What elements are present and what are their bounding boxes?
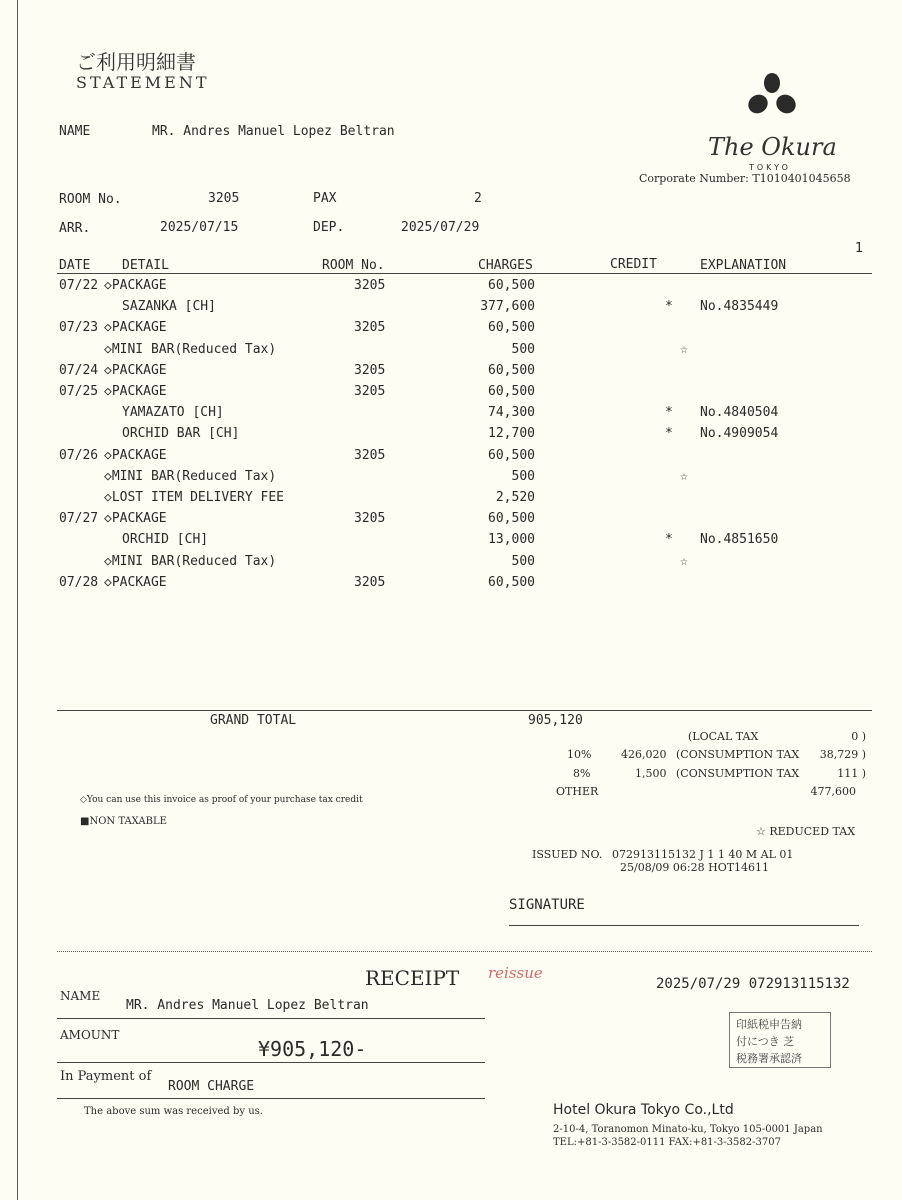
room-label: ROOM No.: [59, 192, 122, 207]
item-credit-mark: *: [665, 299, 673, 315]
item-detail: YAMAZATO [CH]: [122, 405, 224, 421]
col-date: DATE: [59, 258, 91, 273]
issued-line-1: 072913115132 J 1 1 40 M AL 01: [612, 848, 794, 861]
item-detail: ◇PACKAGE: [104, 511, 167, 527]
statement-title-jp: ご利用明細書: [76, 50, 196, 74]
receipt-amount-line: [57, 1062, 485, 1063]
table-row: [0, 575, 902, 596]
arrival-label: ARR.: [59, 221, 91, 236]
table-row: [0, 511, 902, 532]
consumption-tax-10-label: (CONSUMPTION TAX: [676, 748, 800, 761]
item-charge: 60,500: [488, 320, 535, 336]
item-credit-mark: *: [665, 426, 673, 442]
name-label: NAME: [59, 124, 91, 139]
item-date: 07/26: [59, 447, 99, 463]
hotel-logo-sub: TOKYO: [749, 163, 791, 172]
item-charge: 500: [511, 553, 535, 569]
item-date: 07/22: [59, 278, 99, 293]
okura-crest-icon: [746, 72, 798, 122]
statement-title-en: STATEMENT: [76, 73, 210, 92]
item-charge: 12,700: [488, 426, 535, 442]
local-tax-value: 0 ): [851, 730, 866, 743]
item-room: 3205: [354, 362, 386, 378]
payment-label: In Payment of: [60, 1069, 152, 1084]
col-credit: CREDIT: [610, 257, 657, 272]
consumption-tax-10-value: 38,729 ): [819, 748, 866, 761]
col-charges: CHARGES: [478, 258, 533, 273]
item-explanation: No.4840504: [700, 405, 779, 421]
item-charge: 60,500: [488, 278, 535, 293]
item-charge: 74,300: [488, 405, 535, 421]
item-detail: ◇MINI BAR(Reduced Tax): [104, 468, 277, 484]
tax-stamp-box: [729, 1012, 831, 1068]
item-detail: ◇LOST ITEM DELIVERY FEE: [104, 490, 285, 505]
page-left-border: [17, 0, 18, 1200]
item-detail: ◇PACKAGE: [104, 320, 167, 336]
item-credit-mark: ☆: [680, 341, 688, 357]
table-row: [0, 405, 902, 426]
issued-label: ISSUED NO.: [532, 848, 603, 861]
item-date: 07/27: [59, 511, 99, 527]
item-detail: ◇PACKAGE: [104, 362, 167, 378]
item-credit-mark: ☆: [680, 553, 688, 569]
item-detail: ◇PACKAGE: [104, 574, 167, 590]
item-charge: 13,000: [488, 532, 535, 548]
table-row: [0, 363, 902, 384]
reduced-tax-note: ☆ REDUCED TAX: [756, 825, 856, 838]
stamp-line-3: 税務署承認済: [736, 1052, 802, 1065]
payment-value: ROOM CHARGE: [168, 1079, 255, 1094]
base-8: 1,500: [635, 767, 667, 780]
item-detail: ORCHID BAR [CH]: [122, 426, 240, 442]
receipt-name-line: [57, 1018, 485, 1019]
table-row: [0, 532, 902, 553]
hotel-logo-name: The Okura: [708, 133, 837, 161]
item-charge: 2,520: [495, 490, 535, 505]
corporate-number: Corporate Number: T1010401045658: [639, 172, 851, 185]
item-detail: ◇PACKAGE: [104, 384, 167, 399]
item-charge: 500: [511, 468, 535, 484]
item-charge: 377,600: [480, 299, 535, 315]
room-number: 3205: [208, 191, 240, 206]
rate-8: 8%: [573, 767, 591, 780]
table-row: [0, 384, 902, 405]
item-room: 3205: [354, 511, 386, 527]
table-row: [0, 426, 902, 447]
other-label: OTHER: [556, 785, 599, 798]
reissue-handwritten: reissue: [488, 964, 543, 982]
departure-label: DEP.: [313, 220, 345, 235]
item-explanation: No.4835449: [700, 299, 779, 315]
proof-note: ◇You can use this invoice as proof of your purchase tax credit: [80, 795, 363, 805]
received-note: The above sum was received by us.: [84, 1106, 263, 1117]
amount-label: AMOUNT: [60, 1028, 120, 1042]
item-detail: ◇MINI BAR(Reduced Tax): [104, 553, 277, 569]
item-date: 07/28: [59, 574, 99, 590]
table-row: [0, 554, 902, 575]
company-tel: TEL:+81-3-3582-0111 FAX:+81-3-3582-3707: [553, 1137, 781, 1148]
item-charge: 60,500: [488, 447, 535, 463]
receipt-payment-line: [57, 1098, 485, 1099]
consumption-tax-8-label: (CONSUMPTION TAX: [676, 767, 800, 780]
item-charge: 60,500: [488, 384, 535, 399]
item-charge: 60,500: [488, 574, 535, 590]
receipt-title: RECEIPT: [365, 966, 460, 990]
item-room: 3205: [354, 384, 386, 399]
grand-total-label: GRAND TOTAL: [210, 713, 297, 728]
stamp-line-2: 付につき 芝: [736, 1035, 795, 1048]
item-detail: SAZANKA [CH]: [122, 299, 216, 315]
item-room: 3205: [354, 320, 386, 336]
table-row: [0, 448, 902, 469]
item-detail: ◇MINI BAR(Reduced Tax): [104, 341, 277, 357]
receipt-name-label: NAME: [60, 989, 101, 1003]
item-credit-mark: *: [665, 405, 673, 421]
item-date: 07/23: [59, 320, 99, 336]
table-row: [0, 278, 902, 299]
item-credit-mark: ☆: [680, 468, 688, 484]
stamp-line-1: 印紙税申告納: [736, 1018, 802, 1031]
table-row: [0, 469, 902, 490]
header-divider: [57, 273, 872, 274]
departure-date: 2025/07/29: [401, 220, 480, 235]
consumption-tax-8-value: 111 ): [837, 767, 866, 780]
col-room: ROOM No.: [322, 258, 385, 273]
non-taxable-note: ■NON TAXABLE: [80, 816, 167, 827]
col-explanation: EXPLANATION: [700, 258, 787, 273]
tear-line: [57, 951, 872, 952]
item-explanation: No.4909054: [700, 426, 779, 442]
signature-label: SIGNATURE: [509, 897, 585, 913]
item-charge: 500: [511, 341, 535, 357]
item-room: 3205: [354, 447, 386, 463]
table-row: [0, 342, 902, 363]
company-address: 2-10-4, Toranomon Minato-ku, Tokyo 105-0001 Japan: [553, 1124, 823, 1135]
item-date: 07/25: [59, 384, 99, 399]
other-value: 477,600: [810, 785, 856, 798]
receipt-date-number: 2025/07/29 072913115132: [656, 976, 850, 992]
issued-line-2: 25/08/09 06:28 HOT14611: [620, 861, 770, 874]
item-room: 3205: [354, 574, 386, 590]
grand-total-value: 905,120: [528, 713, 583, 728]
receipt-amount: ¥905,120-: [258, 1037, 367, 1061]
item-charge: 60,500: [488, 511, 535, 527]
table-row: [0, 299, 902, 320]
item-explanation: No.4851650: [700, 532, 779, 548]
item-charge: 60,500: [488, 362, 535, 378]
table-row: [0, 490, 902, 511]
item-date: 07/24: [59, 362, 99, 378]
local-tax-label: (LOCAL TAX: [688, 730, 759, 743]
guest-name: MR. Andres Manuel Lopez Beltran: [152, 124, 395, 139]
signature-line[interactable]: [509, 925, 859, 926]
arrival-date: 2025/07/15: [160, 220, 239, 235]
item-room: 3205: [354, 278, 386, 293]
item-credit-mark: *: [665, 532, 673, 548]
base-10: 426,020: [621, 748, 667, 761]
page-number: 1: [855, 241, 864, 256]
table-row: [0, 320, 902, 341]
totals-divider: [57, 710, 872, 711]
receipt-guest-name: MR. Andres Manuel Lopez Beltran: [126, 998, 369, 1013]
item-detail: ◇PACKAGE: [104, 278, 167, 293]
company-name: Hotel Okura Tokyo Co.,Ltd: [553, 1102, 734, 1118]
col-detail: DETAIL: [122, 258, 169, 273]
pax-value: 2: [474, 191, 482, 206]
item-detail: ORCHID [CH]: [122, 532, 209, 548]
item-detail: ◇PACKAGE: [104, 447, 167, 463]
rate-10: 10%: [567, 748, 592, 761]
pax-label: PAX: [313, 191, 337, 206]
